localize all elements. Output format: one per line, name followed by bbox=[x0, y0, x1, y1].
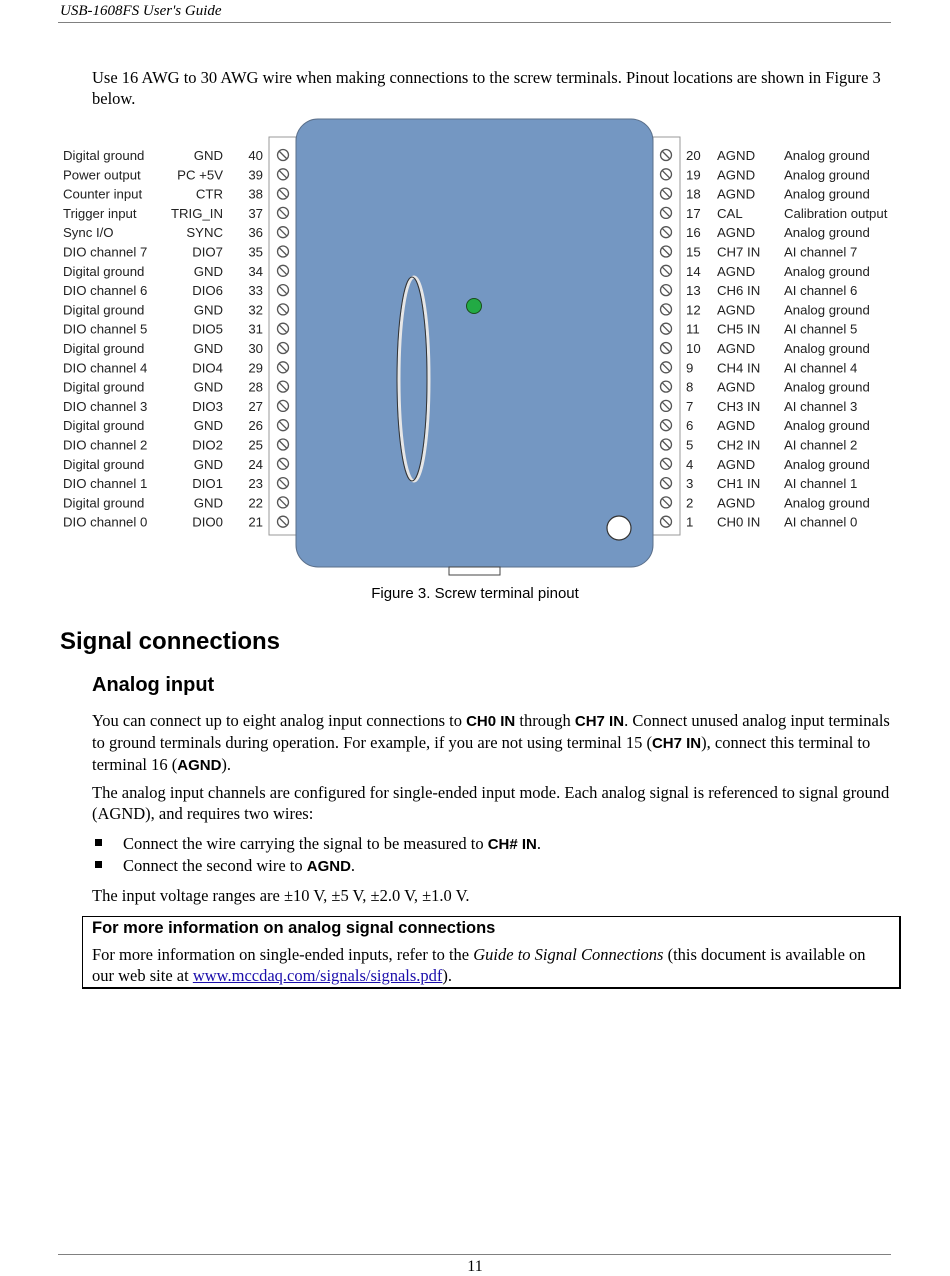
pin-description: DIO channel 0 bbox=[63, 514, 148, 530]
pin-description: Digital ground bbox=[63, 379, 145, 395]
screw-terminal-icon bbox=[278, 400, 289, 411]
pin-description: DIO channel 6 bbox=[63, 283, 148, 299]
pin-description: Digital ground bbox=[63, 341, 145, 356]
screw-terminal-icon bbox=[278, 497, 289, 508]
screw-terminal-icon bbox=[278, 420, 289, 431]
pin-description: Analog ground bbox=[784, 186, 870, 202]
pin-number: 25 bbox=[248, 437, 263, 453]
pin-description: Digital ground bbox=[63, 302, 145, 318]
pin-description: AI channel 3 bbox=[784, 398, 858, 414]
pin-number: 33 bbox=[248, 283, 263, 299]
pin-signal-name: CH0 IN bbox=[717, 514, 761, 530]
analog-input-paragraph bbox=[92, 710, 892, 776]
left-pin-list bbox=[63, 148, 289, 530]
screw-terminal-icon bbox=[661, 304, 672, 315]
pin-signal-name: CTR bbox=[195, 186, 223, 202]
pin-number: 26 bbox=[248, 418, 263, 434]
pin-description: DIO channel 3 bbox=[63, 398, 148, 414]
screw-terminal-pinout-figure bbox=[58, 115, 898, 577]
pin-description: Analog ground bbox=[784, 341, 870, 356]
pin-description: DIO channel 5 bbox=[63, 321, 148, 337]
pin-number: 7 bbox=[686, 398, 694, 414]
pin-signal-name: DIO5 bbox=[192, 321, 223, 337]
pin-number: 40 bbox=[248, 148, 263, 163]
screw-terminal-icon bbox=[278, 188, 289, 199]
pin-description: Analog ground bbox=[784, 456, 870, 472]
screw-terminal-icon bbox=[278, 285, 289, 296]
screw-terminal-icon bbox=[661, 323, 672, 334]
intro-paragraph: Use 16 AWG to 30 AWG wire when making connections to the screw terminals. Pinout locations are shown in Figure 3 below. bbox=[92, 68, 881, 108]
pin-description: Analog ground bbox=[784, 495, 870, 511]
pin-number: 6 bbox=[686, 418, 694, 434]
pin-number: 37 bbox=[248, 205, 263, 221]
pin-signal-name: PC +5V bbox=[177, 167, 223, 183]
pin-number: 22 bbox=[248, 495, 263, 511]
pin-signal-name: CH2 IN bbox=[717, 437, 761, 453]
pin-number: 1 bbox=[686, 514, 694, 530]
screw-terminal-icon bbox=[278, 478, 289, 489]
screw-terminal-icon bbox=[278, 439, 289, 450]
pin-signal-name: AGND bbox=[717, 167, 756, 183]
pin-signal-name: AGND bbox=[717, 379, 756, 395]
pin-number: 29 bbox=[248, 360, 263, 376]
pin-signal-name: GND bbox=[193, 379, 223, 395]
pin-description: Digital ground bbox=[63, 456, 145, 472]
info-text-2: (this document is available on our web site at bbox=[92, 945, 866, 985]
pin-description: Power output bbox=[63, 167, 141, 183]
pin-signal-name: GND bbox=[193, 495, 223, 511]
section-title: Signal connections bbox=[60, 628, 281, 655]
pin-number: 19 bbox=[686, 167, 701, 183]
pin-number: 34 bbox=[248, 263, 263, 279]
signals-pdf-link[interactable]: www.mccdaq.com/signals/signals.pdf bbox=[192, 966, 443, 985]
status-led bbox=[467, 299, 482, 314]
bullet-bold: CH# IN bbox=[487, 836, 537, 853]
info-box bbox=[82, 916, 901, 989]
bullet-text: Connect the wire carrying the signal to be measured to bbox=[123, 834, 488, 853]
pin-number: 10 bbox=[686, 341, 701, 356]
pin-signal-name: CH7 IN bbox=[717, 244, 761, 260]
running-header: USB-1608FS User's Guide bbox=[60, 3, 222, 19]
pin-description: Analog ground bbox=[784, 167, 870, 183]
pin-number: 20 bbox=[686, 148, 701, 163]
bullet-text: Connect the second wire to bbox=[123, 856, 307, 875]
info-text-1: For more information on single-ended inputs, refer to the bbox=[92, 945, 474, 964]
bullet-end: . bbox=[350, 856, 356, 875]
pin-signal-name: CH4 IN bbox=[717, 360, 761, 376]
pin-signal-name: AGND bbox=[717, 341, 756, 356]
screw-terminal-icon bbox=[661, 381, 672, 392]
p1-text-f: ). bbox=[221, 755, 232, 774]
guide-title: Guide to Signal Connections bbox=[473, 945, 664, 964]
pin-signal-name: AGND bbox=[717, 495, 756, 511]
pin-signal-name: TRIG_IN bbox=[170, 205, 223, 221]
screw-terminal-icon bbox=[278, 362, 289, 373]
screw-terminal-icon bbox=[661, 150, 672, 161]
pin-number: 32 bbox=[248, 302, 263, 318]
pin-description: DIO channel 4 bbox=[63, 360, 148, 376]
pin-number: 28 bbox=[248, 379, 263, 395]
screw-terminal-icon bbox=[661, 516, 672, 527]
pin-signal-name: SYNC bbox=[186, 225, 223, 241]
pin-signal-name: GND bbox=[193, 263, 223, 279]
screw-terminal-icon bbox=[661, 400, 672, 411]
usb-connector bbox=[449, 567, 500, 575]
pin-signal-name: AGND bbox=[717, 263, 756, 279]
pin-number: 36 bbox=[248, 225, 263, 241]
screw-terminal-icon bbox=[278, 207, 289, 218]
pin-signal-name: GND bbox=[193, 456, 223, 472]
pin-number: 9 bbox=[686, 360, 694, 376]
pin-signal-name: CH6 IN bbox=[717, 283, 761, 299]
subsection-title: Analog input bbox=[92, 674, 215, 696]
pin-signal-name: DIO7 bbox=[192, 244, 223, 260]
info-text-3: ). bbox=[442, 966, 453, 985]
device-board bbox=[296, 119, 653, 567]
screw-terminal-icon bbox=[278, 381, 289, 392]
pin-signal-name: GND bbox=[193, 148, 223, 163]
pin-description: Analog ground bbox=[784, 263, 870, 279]
pin-signal-name: AGND bbox=[717, 418, 756, 434]
p1-bold-ch0: CH0 IN bbox=[466, 713, 516, 730]
bullet-bold: AGND bbox=[306, 858, 351, 875]
pin-description: Counter input bbox=[63, 186, 143, 202]
pin-number: 35 bbox=[248, 244, 263, 260]
pin-number: 12 bbox=[686, 302, 701, 318]
screw-terminal-icon bbox=[278, 227, 289, 238]
pin-number: 17 bbox=[686, 205, 701, 221]
pin-description: AI channel 4 bbox=[784, 360, 858, 376]
p1-text-e: ), connect this terminal to terminal 16 ( bbox=[92, 733, 871, 774]
pin-description: Trigger input bbox=[63, 205, 137, 221]
p1-text-c: through bbox=[515, 711, 575, 730]
pin-number: 14 bbox=[686, 263, 701, 279]
pin-description: AI channel 7 bbox=[784, 244, 858, 260]
pin-signal-name: GND bbox=[193, 341, 223, 356]
info-box-text bbox=[92, 944, 882, 986]
pin-signal-name: GND bbox=[193, 302, 223, 318]
pin-number: 13 bbox=[686, 283, 701, 299]
pin-description: DIO channel 7 bbox=[63, 244, 148, 260]
pin-number: 39 bbox=[248, 167, 263, 183]
pin-description: Digital ground bbox=[63, 418, 145, 434]
screw-terminal-icon bbox=[661, 420, 672, 431]
right-pin-list bbox=[661, 148, 888, 530]
pin-description: Analog ground bbox=[784, 225, 870, 241]
screw-terminal-icon bbox=[661, 478, 672, 489]
screw-terminal-icon bbox=[278, 150, 289, 161]
pin-signal-name: AGND bbox=[717, 186, 756, 202]
pin-description: Sync I/O bbox=[63, 225, 114, 241]
pin-description: Digital ground bbox=[63, 495, 145, 511]
pin-description: Analog ground bbox=[784, 302, 870, 318]
screw-terminal-icon bbox=[661, 439, 672, 450]
screw-terminal-icon bbox=[278, 323, 289, 334]
pin-signal-name: DIO1 bbox=[192, 476, 223, 492]
pin-number: 4 bbox=[686, 456, 694, 472]
pin-number: 23 bbox=[248, 476, 263, 492]
pin-number: 30 bbox=[248, 341, 263, 356]
screw-terminal-icon bbox=[661, 285, 672, 296]
pin-description: AI channel 5 bbox=[784, 321, 858, 337]
pin-description: DIO channel 1 bbox=[63, 476, 148, 492]
pin-number: 11 bbox=[686, 321, 700, 337]
pin-number: 2 bbox=[686, 495, 694, 511]
pin-description: Analog ground bbox=[784, 148, 870, 163]
pin-description: Analog ground bbox=[784, 379, 870, 395]
single-ended-paragraph: The analog input channels are configured for single-ended input mode. Each analog signal is referenced to signal ground (AGND), and requires two wires: bbox=[92, 783, 890, 823]
pin-signal-name: CH3 IN bbox=[717, 398, 761, 414]
pin-number: 16 bbox=[686, 225, 701, 241]
screw-terminal-icon bbox=[661, 188, 672, 199]
pin-number: 24 bbox=[248, 456, 263, 472]
pin-signal-name: AGND bbox=[717, 148, 756, 163]
pin-description: AI channel 2 bbox=[784, 437, 858, 453]
pin-signal-name: CH1 IN bbox=[717, 476, 761, 492]
screw-terminal-icon bbox=[278, 265, 289, 276]
pin-signal-name: DIO6 bbox=[192, 283, 223, 299]
screw-terminal-icon bbox=[661, 343, 672, 354]
p1-bold-ch7-b: CH7 IN bbox=[651, 735, 702, 752]
voltage-ranges-paragraph: The input voltage ranges are ±10 V, ±5 V, ±2.0 V, ±1.0 V. bbox=[92, 886, 470, 905]
screw-terminal-icon bbox=[278, 458, 289, 469]
screw-terminal-icon bbox=[278, 343, 289, 354]
pin-description: Calibration output bbox=[784, 205, 888, 221]
pin-signal-name: DIO4 bbox=[192, 360, 223, 376]
p1-text-d: . Connect unused analog input terminals to ground terminals during operation. For example, if you are not using terminal 15 ( bbox=[92, 711, 890, 752]
p1-bold-ch7: CH7 IN bbox=[574, 713, 625, 730]
pin-description: Analog ground bbox=[784, 418, 870, 434]
bullet-end: . bbox=[536, 834, 542, 853]
pin-number: 15 bbox=[686, 244, 701, 260]
screw-terminal-icon bbox=[661, 265, 672, 276]
pin-description: AI channel 6 bbox=[784, 283, 858, 299]
pin-description: AI channel 1 bbox=[784, 476, 858, 492]
pin-description: Digital ground bbox=[63, 263, 145, 279]
pin-number: 38 bbox=[248, 186, 263, 202]
pin-signal-name: CH5 IN bbox=[717, 321, 761, 337]
screw-terminal-icon bbox=[661, 458, 672, 469]
pin-signal-name: GND bbox=[193, 418, 223, 434]
screw-terminal-icon bbox=[661, 246, 672, 257]
pin-number: 27 bbox=[248, 398, 263, 414]
list-item bbox=[92, 833, 892, 855]
pin-signal-name: AGND bbox=[717, 302, 756, 318]
screw-terminal-icon bbox=[661, 207, 672, 218]
pin-number: 8 bbox=[686, 379, 694, 395]
list-item bbox=[92, 855, 892, 877]
pin-description: AI channel 0 bbox=[784, 514, 858, 530]
pin-signal-name: DIO0 bbox=[192, 514, 223, 530]
pin-number: 18 bbox=[686, 186, 701, 202]
pin-signal-name: DIO2 bbox=[192, 437, 223, 453]
header-rule bbox=[58, 22, 891, 23]
pin-description: Digital ground bbox=[63, 148, 145, 163]
info-box-title: For more information on analog signal connections bbox=[92, 919, 496, 937]
mounting-hole bbox=[607, 516, 631, 540]
screw-terminal-icon bbox=[278, 304, 289, 315]
screw-terminal-icon bbox=[661, 169, 672, 180]
page-number: 11 bbox=[467, 1258, 483, 1275]
screw-terminal-icon bbox=[278, 246, 289, 257]
p1-text-a: You can connect up to eight analog input connections to bbox=[92, 711, 467, 730]
pin-description: DIO channel 2 bbox=[63, 437, 148, 453]
screw-terminal-icon bbox=[661, 362, 672, 373]
pin-number: 5 bbox=[686, 437, 694, 453]
pin-number: 3 bbox=[686, 476, 694, 492]
pin-signal-name: CAL bbox=[717, 205, 743, 221]
pin-signal-name: AGND bbox=[717, 456, 756, 472]
p1-bold-agnd: AGND bbox=[177, 757, 222, 774]
screw-terminal-icon bbox=[278, 516, 289, 527]
wiring-bullet-list bbox=[92, 833, 892, 877]
pin-number: 21 bbox=[248, 514, 263, 530]
figure-caption: Figure 3. Screw terminal pinout bbox=[371, 585, 579, 602]
pin-signal-name: AGND bbox=[717, 225, 756, 241]
pin-number: 31 bbox=[248, 321, 263, 337]
screw-terminal-icon bbox=[661, 227, 672, 238]
screw-terminal-icon bbox=[278, 169, 289, 180]
screw-terminal-icon bbox=[661, 497, 672, 508]
footer-rule bbox=[58, 1254, 891, 1255]
pin-signal-name: DIO3 bbox=[192, 398, 223, 414]
